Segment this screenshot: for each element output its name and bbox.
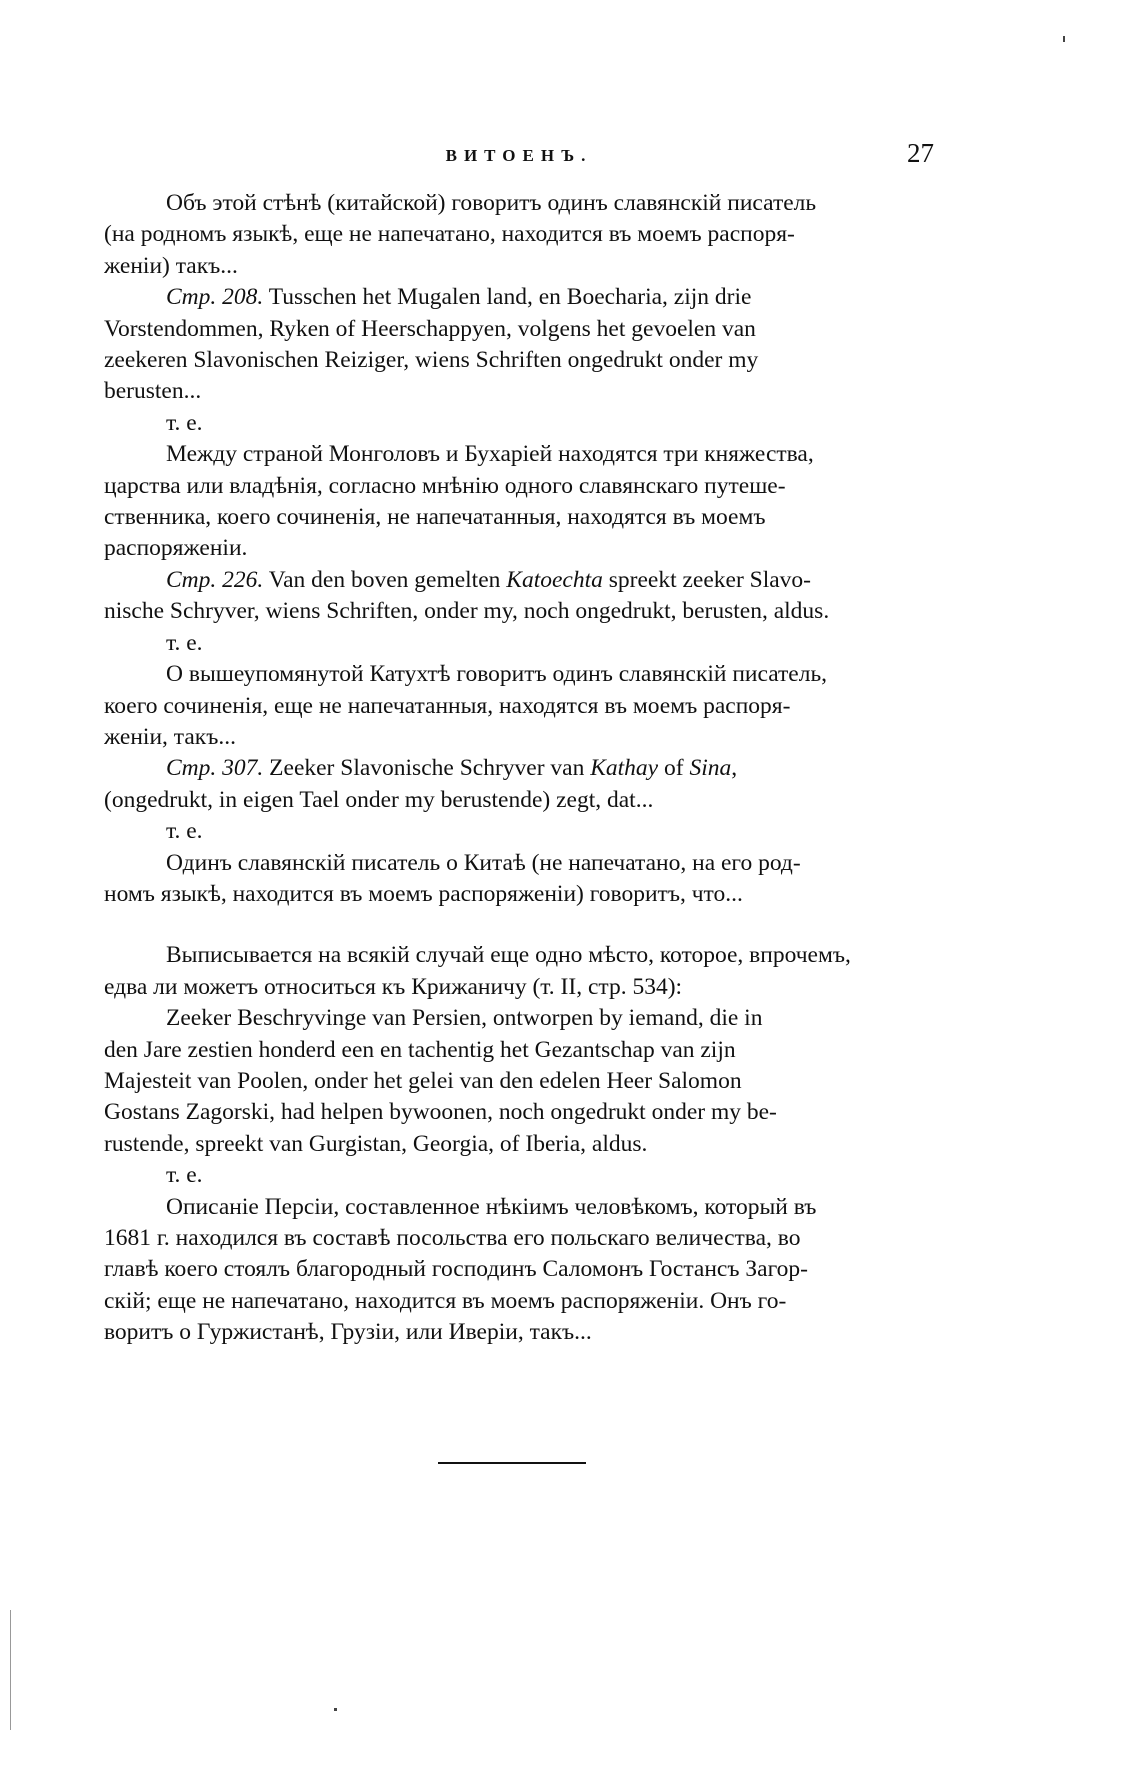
text-line: ственника, коего сочиненія, не напечатанныя, находятся въ моемъ bbox=[104, 504, 766, 531]
text-line: номъ языкѣ, находится въ моемъ распоряженіи) говоритъ, что... bbox=[104, 880, 743, 907]
page-number: 27 bbox=[907, 138, 934, 168]
text-line: царства или владѣнія, согласно мнѣнію одного славянскаго путеше- bbox=[104, 472, 786, 499]
page-header bbox=[104, 138, 934, 174]
text-line: Vorstendommen, Ryken of Heerschappyen, volgens het gevoelen van bbox=[104, 315, 756, 342]
ref-226-text: Van den boven gemelten bbox=[263, 566, 507, 593]
scan-speck bbox=[1063, 36, 1065, 42]
ref-226-rest: spreekt zeeker Slavo- bbox=[602, 566, 812, 593]
ref-307-of: of bbox=[658, 755, 690, 782]
translation-marker: т. е. bbox=[166, 818, 203, 845]
ref-226: Cmp. 226. bbox=[166, 566, 264, 593]
text-line-ref-226 bbox=[104, 565, 934, 596]
text-line: (на родномъ языкѣ, еще не напечатано, находится въ моемъ распоря- bbox=[104, 221, 795, 248]
text-line: berusten... bbox=[104, 378, 202, 405]
text-line: Между страной Монголовъ и Бухаріей находятся три княжества, bbox=[166, 441, 814, 468]
text-line: воритъ о Гуржистанѣ, Грузіи, или Иверіи, такъ... bbox=[104, 1319, 592, 1346]
place-katoechta: Katoechta bbox=[506, 566, 603, 593]
text-line-ref-208 bbox=[104, 282, 934, 313]
scan-speck bbox=[10, 1610, 11, 1730]
running-head: ВИТОЕНЪ. bbox=[445, 146, 593, 165]
ref-208-text: Tusschen het Mugalen land, en Boecharia, zijn drie bbox=[263, 284, 752, 311]
text-line: Zeeker Beschryvinge van Persien, ontworpen by iemand, die in bbox=[166, 1005, 763, 1032]
text-line: Описаніе Персіи, составленное нѣкіимъ человѣкомъ, который въ bbox=[166, 1193, 817, 1220]
text-line: женіи, такъ... bbox=[104, 723, 236, 750]
translation-marker: т. е. bbox=[166, 629, 203, 656]
text-line: Выписывается на всякій случай еще одно мѣсто, которое, впрочемъ, bbox=[166, 942, 851, 969]
ref-307-text: Zeeker Slavonische Schryver van bbox=[263, 755, 591, 782]
ref-307-rest: , bbox=[731, 755, 738, 782]
ref-307: Cmp. 307. bbox=[166, 755, 264, 782]
text-line: коего сочиненія, еще не напечатанныя, находятся въ моемъ распоря- bbox=[104, 692, 791, 719]
text-line: (ongedrukt, in eigen Tael onder my berustende) zegt, dat... bbox=[104, 786, 654, 813]
place-kathay: Kathay bbox=[590, 755, 659, 782]
text-line: скій; еще не напечатано, находится въ моемъ распоряженіи. Онъ го- bbox=[104, 1287, 787, 1314]
text-line: Одинъ славянскій писатель о Китаѣ (не напечатано, на его род- bbox=[166, 849, 801, 876]
text-line: Majesteit van Poolen, onder het gelei van den edelen Heer Salomon bbox=[104, 1067, 742, 1094]
text-line: распоряженіи. bbox=[104, 535, 248, 562]
text-line: едва ли можетъ относиться къ Крижаничу (т. II, стр. 534): bbox=[104, 973, 683, 1000]
text-line: den Jare zestien honderd een en tachentig het Gezantschap van zijn bbox=[104, 1036, 736, 1063]
text-line: rustende, spreekt van Gurgistan, Georgia, of Iberia, aldus. bbox=[104, 1130, 648, 1157]
ref-208: Cmp. 208. bbox=[166, 284, 264, 311]
text-line: nische Schryver, wiens Schriften, onder my, noch ongedrukt, berusten, aldus. bbox=[104, 598, 830, 625]
text-line: Gostans Zagorski, had helpen bywoonen, noch ongedrukt onder my be- bbox=[104, 1099, 777, 1126]
translation-marker: т. е. bbox=[166, 409, 203, 436]
text-line: главѣ коего стоялъ благородный господинъ Саломонъ Гостансъ Загор- bbox=[104, 1256, 808, 1283]
paragraph-gap bbox=[104, 910, 934, 940]
section-rule bbox=[438, 1462, 586, 1464]
text-line-ref-307 bbox=[104, 753, 934, 784]
scan-speck bbox=[334, 1708, 337, 1711]
translation-marker: т. е. bbox=[166, 1162, 203, 1189]
text-line: 1681 г. находился въ составѣ посольства его польскаго величества, во bbox=[104, 1225, 801, 1251]
place-sina: Sina bbox=[689, 755, 732, 782]
text-line: женіи) такъ... bbox=[104, 252, 238, 279]
text-line: Объ этой стѣнѣ (китайской) говоритъ одинъ славянскій писатель bbox=[166, 190, 817, 216]
body-text bbox=[104, 188, 934, 1349]
text-line: zeekeren Slavonischen Reiziger, wiens Schriften ongedrukt onder my bbox=[104, 347, 759, 374]
text-line: О вышеупомянутой Катухтѣ говоритъ одинъ славянскій писатель, bbox=[166, 661, 828, 688]
